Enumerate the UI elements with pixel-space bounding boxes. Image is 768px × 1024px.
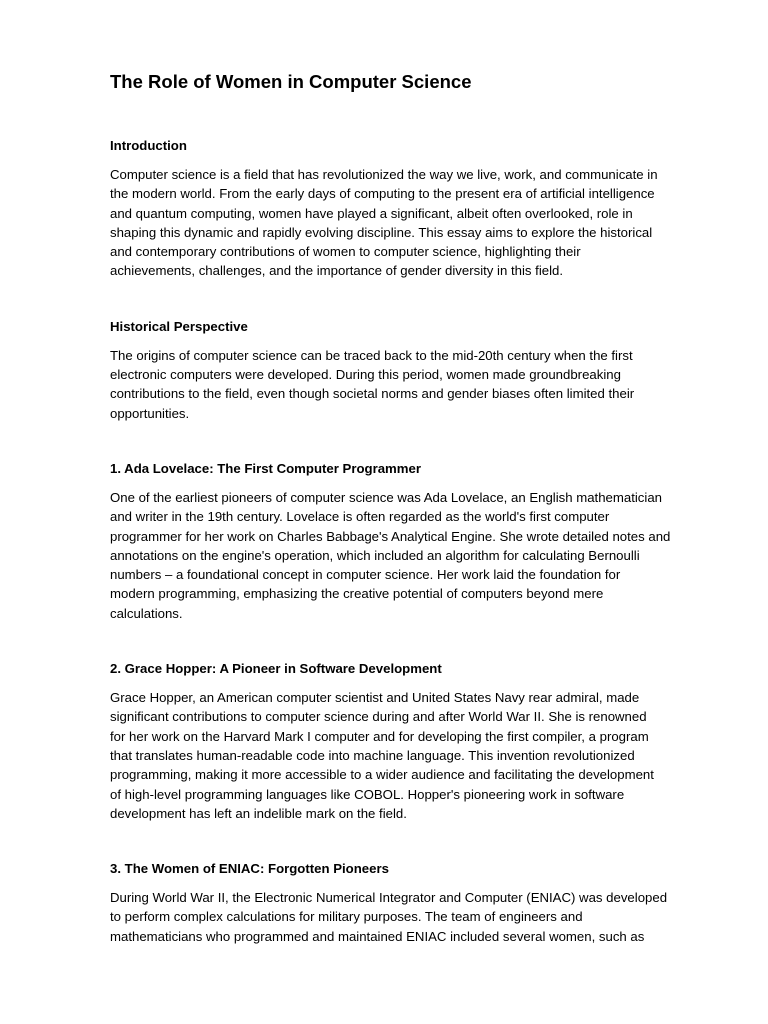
- paragraph-line: of high-level programming languages like COBOL. Hopper's pioneering work in software: [110, 786, 625, 802]
- section-paragraph: [110, 346, 712, 423]
- section-introduction: [110, 136, 712, 281]
- paragraph-line: annotations on the engine's operation, which included an algorithm for calculating Bernoulli: [110, 547, 640, 563]
- paragraph-line: and writer in the 19th century. Lovelace is often regarded as the world's first computer: [110, 509, 610, 525]
- paragraph-line: During World War II, the Electronic Numerical Integrator and Computer (ENIAC) was developed: [110, 890, 668, 906]
- paragraph-line: mathematicians who programmed and maintained ENIAC included several women, such as: [110, 928, 645, 944]
- paragraph-line: contributions to the field, even though societal norms and gender biases often limited their: [110, 386, 635, 402]
- paragraph-line: the modern world. From the early days of computing to the present era of artificial intelligence: [110, 186, 655, 202]
- paragraph-line: significant contributions to computer science during and after World War II. She is renowned: [110, 709, 647, 725]
- paragraph-line: The origins of computer science can be traced back to the mid-20th century when the first: [110, 347, 633, 363]
- section-paragraph: [110, 688, 712, 823]
- paragraph-line: opportunities.: [110, 405, 190, 421]
- paragraph-line: electronic computers were developed. During this period, women made groundbreaking: [110, 367, 621, 383]
- paragraph-line: Grace Hopper, an American computer scientist and United States Navy rear admiral, made: [110, 690, 640, 706]
- paragraph-line: and quantum computing, women have played a significant, albeit often overlooked, role in: [110, 205, 633, 221]
- paragraph-line: development has left an indelible mark on the field.: [110, 805, 407, 821]
- section-heading: Introduction: [110, 138, 187, 153]
- section-women-of-eniac: [110, 859, 712, 946]
- section-paragraph: [110, 888, 712, 946]
- paragraph-line: programmer for her work on Charles Babbage's Analytical Engine. She wrote detailed notes and: [110, 528, 671, 544]
- section-heading: 1. Ada Lovelace: The First Computer Programmer: [110, 460, 421, 476]
- paragraph-line: for her work on the Harvard Mark I computer and for developing the first compiler, a program: [110, 728, 649, 744]
- section-paragraph: [110, 488, 712, 623]
- paragraph-line: to perform complex calculations for military purposes. The team of engineers and: [110, 909, 583, 925]
- section-grace-hopper: [110, 659, 712, 823]
- document-title: The Role of Women in Computer Science: [110, 71, 472, 92]
- section-heading: 2. Grace Hopper: A Pioneer in Software Development: [110, 661, 442, 677]
- paragraph-line: One of the earliest pioneers of computer science was Ada Lovelace, an English mathematician: [110, 489, 662, 505]
- paragraph-line: calculations.: [110, 605, 183, 621]
- section-historical-perspective: [110, 317, 712, 423]
- section-heading: Historical Perspective: [110, 318, 248, 334]
- paragraph-line: achievements, challenges, and the importance of gender diversity in this field.: [110, 263, 564, 279]
- section-paragraph: [110, 165, 712, 281]
- paragraph-line: modern programming, emphasizing the creative potential of computers beyond mere: [110, 586, 604, 602]
- paragraph-line: shaping this dynamic and rapidly evolving discipline. This essay aims to explore the historical: [110, 224, 653, 240]
- paragraph-line: programming, making it more accessible to a wider audience and facilitating the development: [110, 767, 654, 783]
- paragraph-line: that translates human-readable code into machine language. This invention revolutionized: [110, 747, 635, 763]
- paragraph-line: Computer science is a field that has revolutionized the way we live, work, and communicate in: [110, 167, 658, 182]
- paragraph-line: and contemporary contributions of women to computer science, highlighting their: [110, 244, 581, 260]
- paragraph-line: numbers – a foundational concept in computer science. Her work laid the foundation for: [110, 567, 621, 583]
- section-heading: 3. The Women of ENIAC: Forgotten Pioneers: [110, 861, 389, 877]
- section-ada-lovelace: [110, 459, 712, 623]
